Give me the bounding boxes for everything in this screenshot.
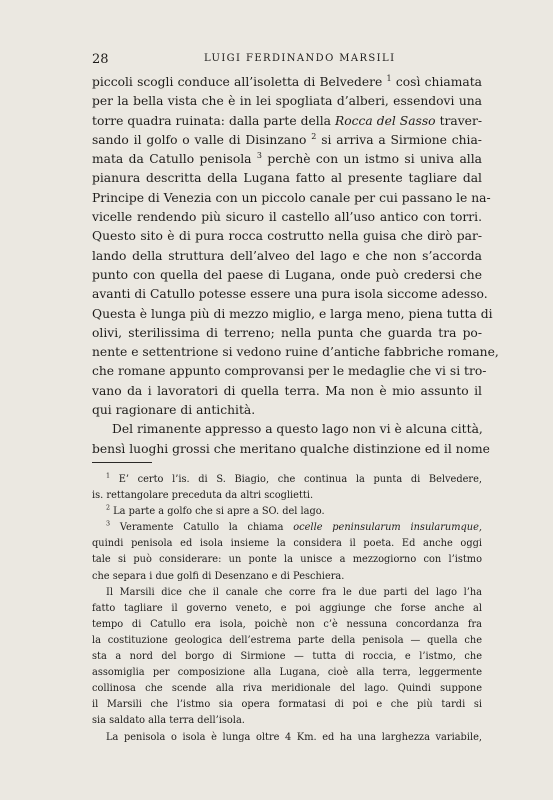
footnote-line: quindi penisola ed isola insieme la considera il poeta. Ed anche oggi [92, 538, 482, 550]
page-header [92, 52, 480, 72]
footnote-line: $^3$ Veramente Catullo la chiama ocelle peninsularum insularumque, [106, 520, 483, 534]
text-line: qui ragionare di antichità. [92, 403, 256, 418]
text-line: vano da i lavoratori di quella terra. Ma non è mio assunto il [92, 383, 482, 398]
footnote-line: $^1$ E’ certo l’is. di S. Biagio, che continua la punta di Belvedere, [106, 471, 483, 485]
paragraph [92, 420, 490, 459]
running-head: LUIGI FERDINANDO MARSILI [204, 53, 396, 64]
footnote-line: tempo di Catullo era isola, poichè non c’è nessuna concordanza fra [92, 618, 482, 630]
footnote-line: is. rettangolare preceduta da altri scoglietti. [92, 490, 314, 502]
text-line: per la bella vista che è in lei spogliata d’alberi, essendovi una [92, 94, 482, 109]
footnote-mark: 2 [106, 503, 111, 512]
footnote-line: il Marsili che l’istmo sia opera formatasi di poi e che più tardi si [92, 699, 482, 711]
footnote-line: sia saldato alla terra dell’isola. [92, 715, 245, 727]
text-line: sando il golfo o valle di Disinzano $^2$ si arriva a Sirmione chia- [92, 131, 482, 147]
text-line: Questo sito è di pura rocca costrutto nella guisa che dirò par- [92, 229, 482, 244]
paragraph [92, 73, 499, 420]
footnote-line: collinosa che scende alla riva meridionale del lago. Quindi suppone [92, 683, 482, 695]
footnote-separator [92, 462, 152, 463]
footnote-mark: 1 [106, 471, 111, 480]
text-line: Principe di Venezia con un piccolo canale per cui passano le na- [92, 190, 491, 205]
text-line: lando della struttura dell’alveo del lago e che non s’accorda [92, 248, 482, 263]
italic-text: ocelle peninsularum insularumque, [293, 522, 483, 534]
text-line: pianura descritta della Lugana fatto al presente tagliare dal [92, 171, 482, 186]
text-line: Del rimanente appresso a questo lago non vi è alcuna città, [112, 422, 483, 437]
footnote-mark: 3 [106, 520, 111, 529]
text-line: avanti di Catullo potesse essere una pura isola siccome adesso. [92, 287, 488, 302]
footnote-line: Il Marsili dice che il canale che corre fra le due parti del lago l’ha [106, 586, 482, 598]
text-line: punto con quella del paese di Lugana, onde può credersi che [92, 267, 482, 282]
footnote-line: sta a nord del borgo di Sirmione — tutta di roccia, e l’istmo, che [92, 651, 482, 663]
text-line: torre quadra ruinata: dalla parte della Rocca del Sasso traver- [92, 113, 482, 128]
footnote-line: tale si può considerare: un ponte la unisce a mezzogiorno con l’istmo [92, 554, 482, 566]
text-line: Questa è lunga più di mezzo miglio, e larga meno, piena tutta di [92, 306, 493, 321]
text-line: mata da Catullo penisola $^3$ perchè con un istmo si univa alla [92, 151, 482, 167]
text-line: piccoli scogli conduce all’isoletta di Belvedere $^1$ così chiamata [92, 73, 482, 89]
text-line: olivi, sterilissima di terreno; nella punta che guarda tra po- [92, 325, 482, 340]
footnote-line: assomiglia per composizione alla Lugana, cioè alla terra, leggermente [92, 667, 482, 679]
footnote-line: che separa i due golfi di Desenzano e di Peschiera. [92, 570, 345, 582]
text-line: nente e settentrione si vedono ruine d’antiche fabbriche romane, [92, 345, 499, 360]
footnote-ref: 3 [256, 151, 262, 161]
footnote-line: La penisola o isola è lunga oltre 4 Km. ed ha una larghezza variabile, [106, 731, 482, 743]
footnotes [92, 472, 482, 746]
footnote-ref: 1 [386, 73, 392, 83]
footnote-line: fatto tagliare il governo veneto, e poi aggiunge che forse anche al [92, 602, 482, 614]
text-line: bensì luoghi grossi che meritano qualche distinzione ed il nome [92, 441, 490, 456]
footnote-line: $^2$ La parte a golfo che si apre a SO. del lago. [106, 503, 325, 518]
italic-text: Rocca del Sasso [334, 113, 436, 128]
text-line: che romane appunto comprovansi per le medaglie che vi si tro- [92, 364, 487, 379]
text-line: vicelle rendendo più sicuro il castello all’uso antico con torri. [92, 210, 482, 225]
main-text [92, 73, 499, 459]
footnote-ref: 2 [311, 131, 317, 141]
page-number: 28 [92, 52, 109, 67]
footnote-line: la costituzione geologica dell’estrema parte della penisola — quella che [92, 634, 482, 646]
